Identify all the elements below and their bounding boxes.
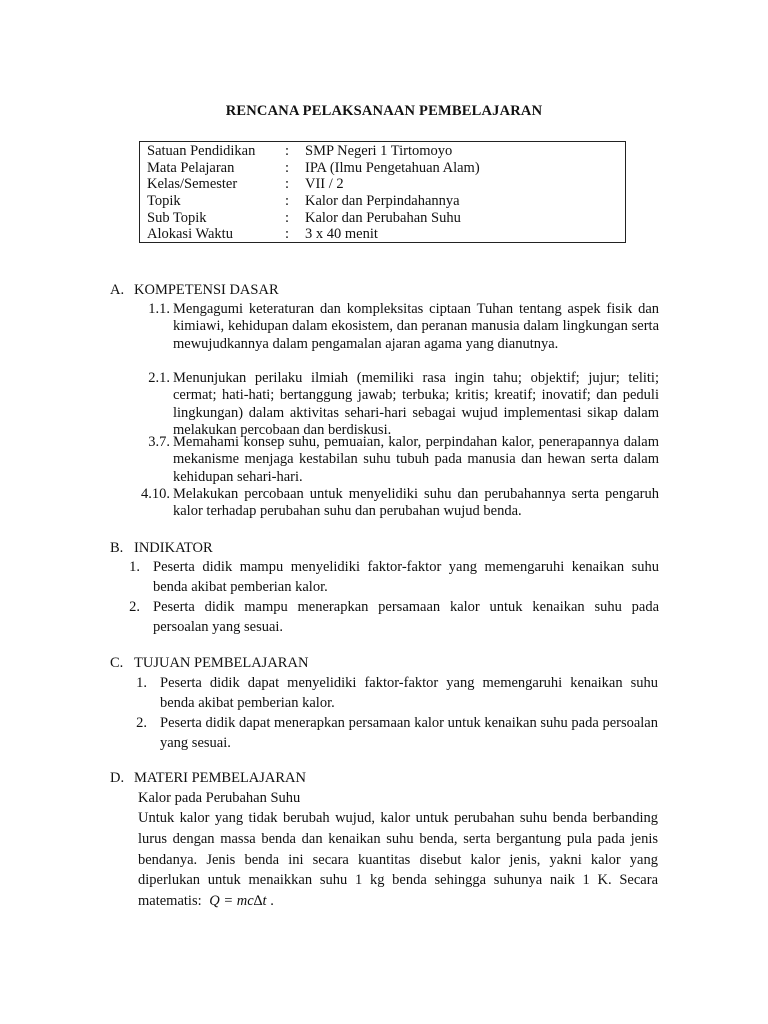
item-text: Peserta didik mampu menyelidiki faktor-faktor yang memengaruhi kenaikan suhu benda akibat pemberian kalor. (153, 559, 659, 595)
info-row (140, 210, 625, 227)
info-row (140, 226, 625, 243)
item-number: 2.1. (148, 370, 170, 386)
section-heading-kompetensi-dasar (110, 282, 279, 299)
info-label: Topik (147, 193, 181, 210)
info-colon: : (285, 209, 290, 226)
item-text: Melakukan percobaan untuk menyelidiki suhu dan perubahannya serta pengaruh kalor terhadap perubahan suhu dan perubahan wujud benda. (173, 486, 659, 520)
info-label: Alokasi Waktu (147, 226, 233, 243)
list-item (124, 597, 659, 637)
list-item (124, 557, 659, 597)
info-label: Sub Topik (147, 209, 207, 226)
materi-subheading: Kalor pada Perubahan Suhu (138, 790, 301, 806)
item-text: Peserta didik dapat menyelidiki faktor-faktor yang memengaruhi kenaikan suhu benda akibat pemberian kalor. (160, 675, 658, 711)
info-value: IPA (Ilmu Pengetahuan Alam) (305, 159, 480, 176)
info-row (140, 160, 625, 177)
section-heading-indikator (110, 540, 213, 557)
info-label: Satuan Pendidikan (147, 143, 256, 159)
info-label: Kelas/Semester (147, 176, 238, 193)
list-item (134, 301, 659, 353)
item-number: 1.1. (148, 301, 170, 317)
info-colon: : (285, 143, 290, 159)
section-letter: D. (110, 770, 125, 786)
item-number: 2. (129, 599, 140, 615)
item-number: 1. (136, 675, 147, 691)
item-number: 4.10. (141, 486, 170, 502)
info-table (139, 141, 626, 243)
list-item (134, 486, 659, 521)
list-item (131, 713, 658, 753)
section-title: TUJUAN PEMBELAJARAN (134, 655, 309, 671)
section-title: MATERI PEMBELAJARAN (134, 770, 306, 786)
info-colon: : (285, 176, 290, 193)
info-label: Mata Pelajaran (147, 159, 235, 176)
info-colon: : (285, 193, 290, 210)
info-row (140, 193, 625, 210)
document-title: RENCANA PELAKSANAAN PEMBELAJARAN (225, 103, 543, 119)
info-row (140, 176, 625, 193)
info-value: SMP Negeri 1 Tirtomoyo (305, 143, 453, 159)
heat-formula: Q = mc∆t (209, 893, 267, 910)
info-value: Kalor dan Perpindahannya (305, 193, 460, 210)
list-item (134, 370, 659, 440)
materi-text: Untuk kalor yang tidak berubah wujud, kalor untuk perubahan suhu benda berbanding lurus dengan massa benda dan kenaikan suhu benda, serta bergantung pula pada jenis bendanya. Jenis benda ini secara kuantitas disebut kalor jenis, yakni kalor yang diperlukan untuk menaikkan suhu 1 kg benda sehingga suhunya naik 1 K. Secara matematis: (138, 810, 658, 910)
section-letter: B. (110, 540, 124, 556)
info-value: VII / 2 (305, 176, 344, 193)
info-row (140, 143, 625, 160)
section-letter: A. (110, 282, 125, 298)
section-heading-tujuan (110, 655, 308, 672)
item-text: Memahami konsep suhu, pemuaian, kalor, perpindahan kalor, penerapannya dalam mekanisme menjaga kestabilan suhu tubuh pada manusia dan hewan serta dalam kehidupan sehari-hari. (173, 434, 659, 485)
list-item (134, 434, 659, 486)
item-number: 2. (136, 715, 147, 731)
list-item (131, 673, 658, 713)
item-text: Peserta didik dapat menerapkan persamaan kalor untuk kenaikan suhu pada persoalan yang sesuai. (160, 715, 658, 751)
materi-end: . (270, 893, 274, 910)
item-number: 3.7. (148, 434, 170, 450)
info-value: Kalor dan Perubahan Suhu (305, 209, 461, 226)
info-value: 3 x 40 menit (305, 226, 378, 243)
item-text: Mengagumi keteraturan dan kompleksitas ciptaan Tuhan tentang aspek fisik dan kimiawi, kehidupan dalam ekosistem, dan peranan manusia dalam lingkungan serta mewujudkannya dalam pengamalan ajaran agama yang dianutnya. (173, 301, 659, 352)
materi-paragraph (138, 808, 658, 912)
item-text: Peserta didik mampu menerapkan persamaan kalor untuk kenaikan suhu pada persoalan yang sesuai. (153, 599, 659, 635)
section-letter: C. (110, 655, 124, 671)
item-number: 1. (129, 559, 140, 575)
info-colon: : (285, 226, 290, 243)
item-text: Menunjukan perilaku ilmiah (memiliki rasa ingin tahu; objektif; jujur; teliti; cermat; hati-hati; bertanggung jawab; terbuka; kritis; kreatif; inovatif; dan peduli lingkungan) dalam aktivitas sehari-hari sebagai wujud implementasi sikap dalam melakukan percobaan dan berdiskusi. (173, 370, 659, 439)
section-title: INDIKATOR (134, 540, 213, 556)
info-colon: : (285, 159, 290, 176)
section-heading-materi (110, 770, 306, 787)
section-title: KOMPETENSI DASAR (134, 282, 279, 298)
